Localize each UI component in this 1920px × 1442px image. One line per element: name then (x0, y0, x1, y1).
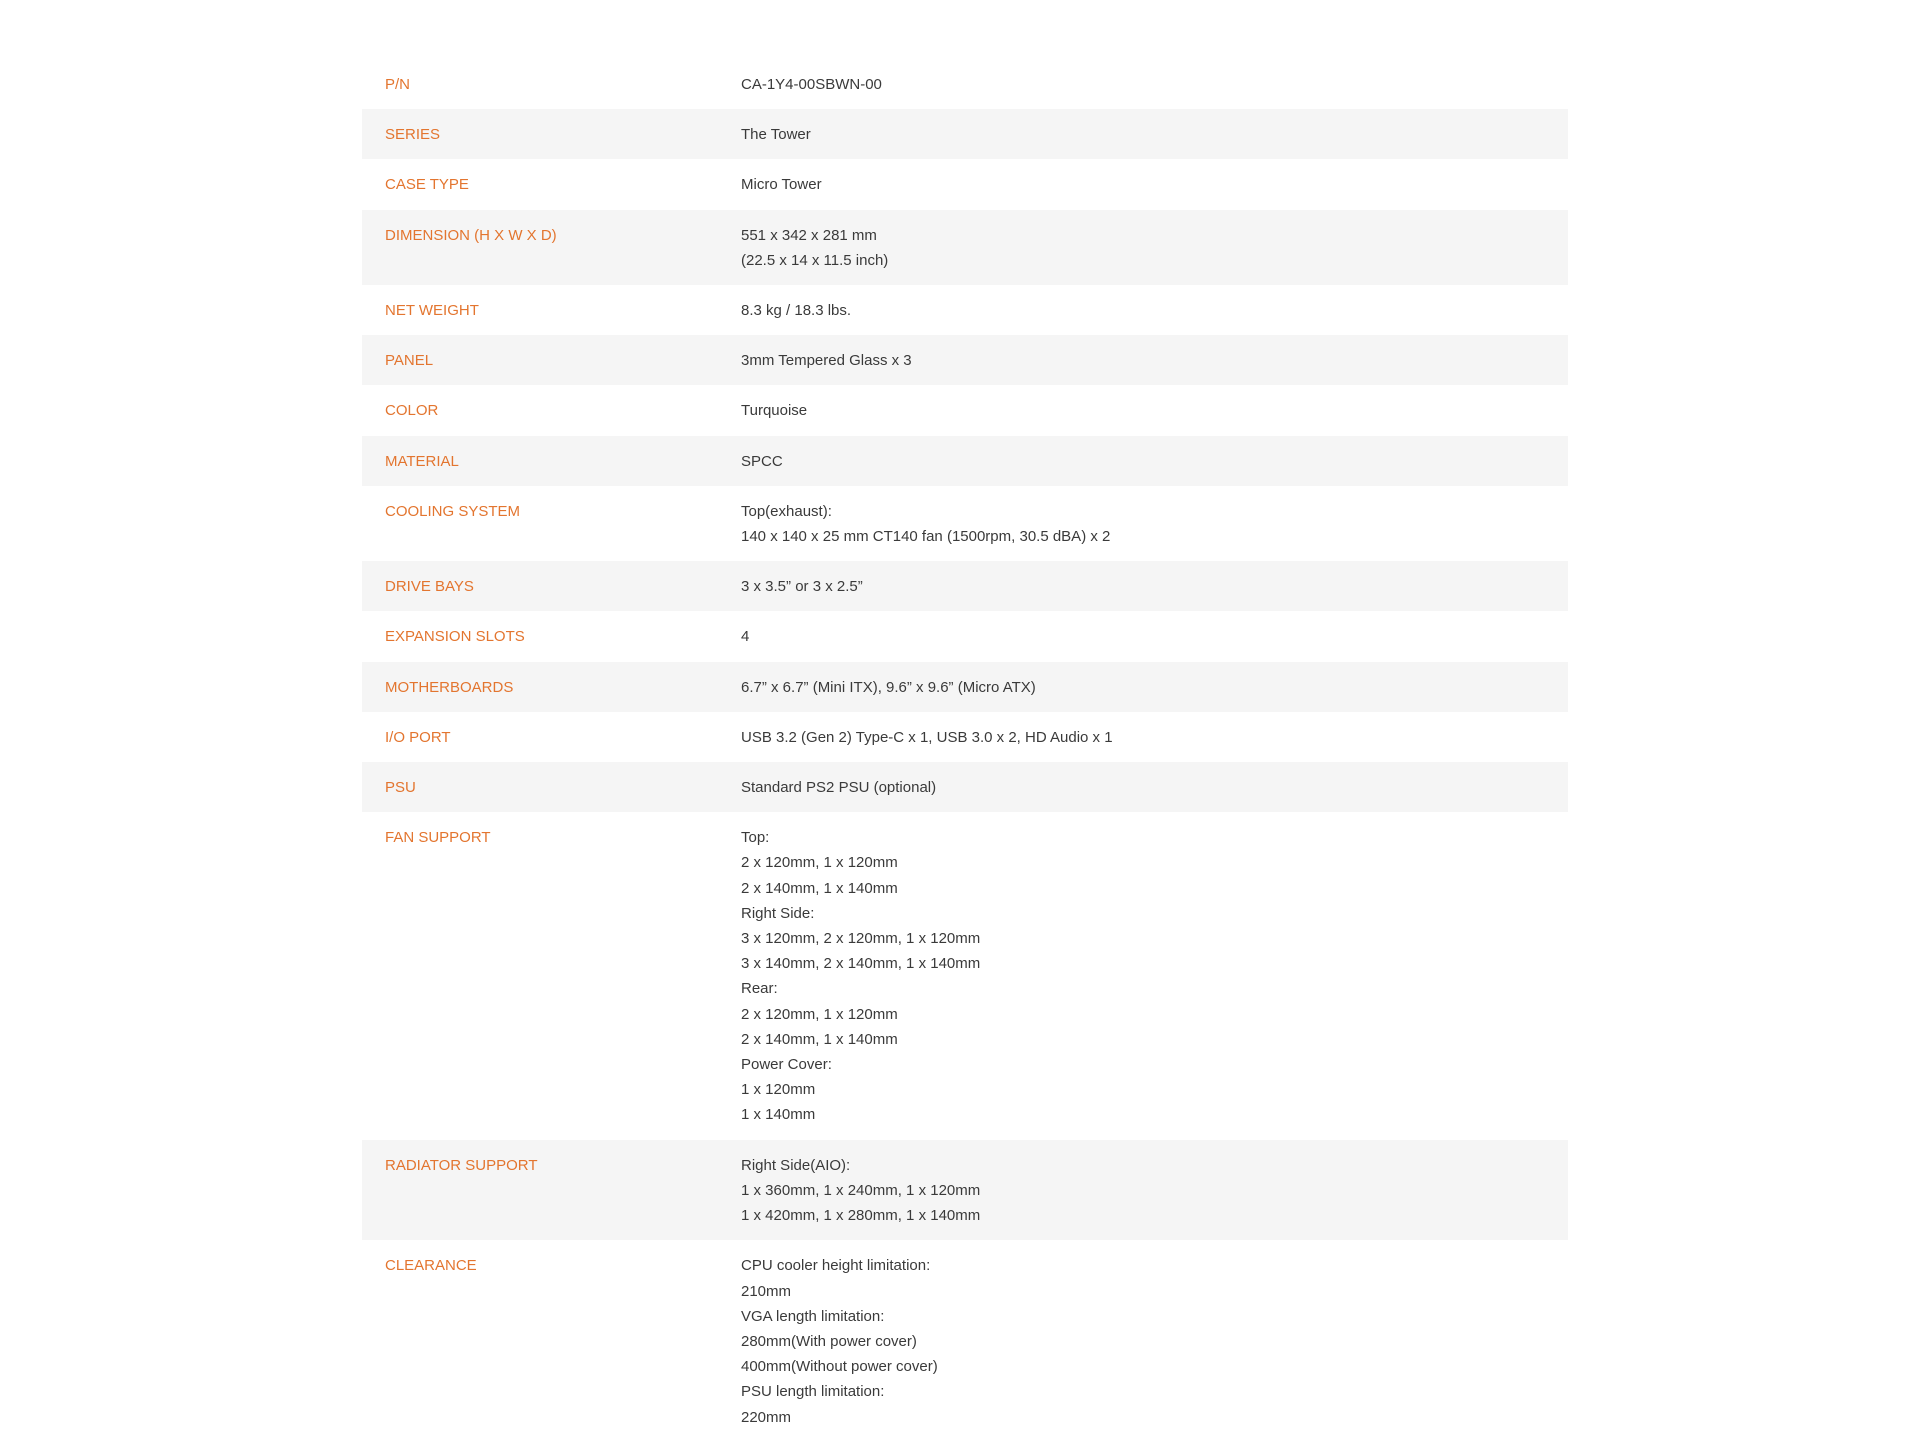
spec-value-line: 2 x 120mm, 1 x 120mm (741, 854, 898, 872)
spec-value (741, 775, 1568, 800)
spec-row (362, 762, 1568, 812)
spec-label: DIMENSION (H X W X D) (385, 226, 557, 244)
spec-value (741, 172, 1568, 197)
spec-value-line: CA-1Y4-00SBWN-00 (741, 76, 882, 93)
spec-value (741, 72, 1568, 97)
spec-value-line: 400mm(Without power cover) (741, 1358, 938, 1376)
spec-row (362, 1240, 1568, 1441)
spec-value-line: 3 x 140mm, 2 x 140mm, 1 x 140mm (741, 955, 981, 973)
spec-row (362, 285, 1568, 335)
spec-value-line: CPU cooler height limitation: (741, 1257, 931, 1275)
spec-value (741, 825, 1568, 1127)
spec-value-line: Right Side(AIO): (741, 1156, 851, 1174)
spec-row (362, 59, 1568, 109)
spec-label: CASE TYPE (385, 176, 469, 194)
spec-value-line: Standard PS2 PSU (optional) (741, 779, 937, 797)
spec-row (362, 385, 1568, 435)
spec-row (362, 1140, 1568, 1241)
spec-value (741, 499, 1568, 549)
spec-value (741, 624, 1568, 649)
spec-value-line: USB 3.2 (Gen 2) Type-C x 1, USB 3.0 x 2, HD Audio x 1 (741, 728, 1113, 746)
spec-value-line: 2 x 120mm, 1 x 120mm (741, 1005, 898, 1023)
spec-value-line: 280mm(With power cover) (741, 1332, 917, 1350)
spec-value (741, 725, 1568, 750)
spec-value-line: SPCC (741, 452, 783, 470)
spec-value-line: 551 x 342 x 281 mm (741, 226, 877, 244)
spec-value-line: Rear: (741, 980, 778, 998)
spec-row (362, 561, 1568, 611)
spec-value-line: 1 x 140mm (741, 1106, 816, 1124)
spec-value-line: PSU length limitation: (741, 1383, 885, 1401)
spec-value-line: 3mm Tempered Glass x 3 (741, 352, 912, 370)
spec-label: EXPANSION SLOTS (385, 628, 525, 646)
spec-row (362, 611, 1568, 661)
spec-value-line: 1 x 120mm (741, 1081, 816, 1099)
spec-value-line: 4 (741, 628, 750, 646)
spec-value-line: 3 x 3.5” or 3 x 2.5” (741, 578, 863, 596)
spec-value-line: 8.3 kg / 18.3 lbs. (741, 302, 852, 320)
spec-value-line: 2 x 140mm, 1 x 140mm (741, 879, 898, 897)
spec-value-line: The Tower (741, 126, 811, 144)
spec-value-line: (22.5 x 14 x 11.5 inch) (741, 251, 889, 269)
spec-label: NET WEIGHT (385, 302, 479, 320)
spec-value (741, 574, 1568, 599)
spec-label: RADIATOR SUPPORT (385, 1156, 538, 1174)
spec-row (362, 812, 1568, 1139)
spec-value (741, 449, 1568, 474)
spec-table (362, 59, 1568, 1442)
spec-value-line: Top: (741, 829, 770, 847)
spec-value (741, 398, 1568, 423)
spec-label: MATERIAL (385, 452, 459, 470)
spec-value-line: 1 x 420mm, 1 x 280mm, 1 x 140mm (741, 1207, 981, 1225)
spec-value (741, 122, 1568, 147)
spec-value-line: 210mm (741, 1282, 792, 1300)
spec-row (362, 109, 1568, 159)
spec-row (362, 486, 1568, 561)
spec-value-line: Top(exhaust): (741, 502, 832, 520)
spec-row (362, 335, 1568, 385)
spec-value-line: Right Side: (741, 904, 815, 922)
spec-row (362, 159, 1568, 209)
spec-label: COLOR (385, 402, 439, 420)
spec-label: PSU (385, 779, 416, 797)
spec-value-line: 140 x 140 x 25 mm CT140 fan (1500rpm, 30.5 dBA) x 2 (741, 528, 1111, 546)
spec-value (741, 1153, 1568, 1229)
spec-label: PANEL (385, 352, 434, 370)
spec-label: I/O PORT (385, 728, 451, 746)
spec-value-line: Micro Tower (741, 176, 822, 194)
spec-value (741, 298, 1568, 323)
spec-value-line: Power Cover: (741, 1056, 832, 1074)
spec-value (741, 223, 1568, 273)
spec-row (362, 662, 1568, 712)
spec-label: COOLING SYSTEM (385, 502, 521, 520)
spec-row (362, 210, 1568, 285)
spec-value-line: 1 x 360mm, 1 x 240mm, 1 x 120mm (741, 1181, 981, 1199)
spec-label: DRIVE BAYS (385, 578, 474, 596)
spec-label: CLEARANCE (385, 1257, 477, 1275)
spec-value-line: 2 x 140mm, 1 x 140mm (741, 1030, 898, 1048)
spec-value (741, 675, 1568, 700)
spec-value (741, 348, 1568, 373)
spec-value (741, 1253, 1568, 1429)
spec-row (362, 712, 1568, 762)
spec-value-line: 220mm (741, 1408, 792, 1426)
spec-label: SERIES (385, 126, 441, 144)
spec-value-line: VGA length limitation: (741, 1307, 885, 1325)
spec-label: MOTHERBOARDS (385, 678, 514, 696)
spec-value-line: Turquoise (741, 402, 808, 420)
spec-label: P/N (385, 76, 411, 93)
spec-label: FAN SUPPORT (385, 829, 491, 847)
spec-value-line: 3 x 120mm, 2 x 120mm, 1 x 120mm (741, 930, 981, 948)
spec-row (362, 436, 1568, 486)
spec-value-line: 6.7” x 6.7” (Mini ITX), 9.6” x 9.6” (Micro ATX) (741, 678, 1036, 696)
